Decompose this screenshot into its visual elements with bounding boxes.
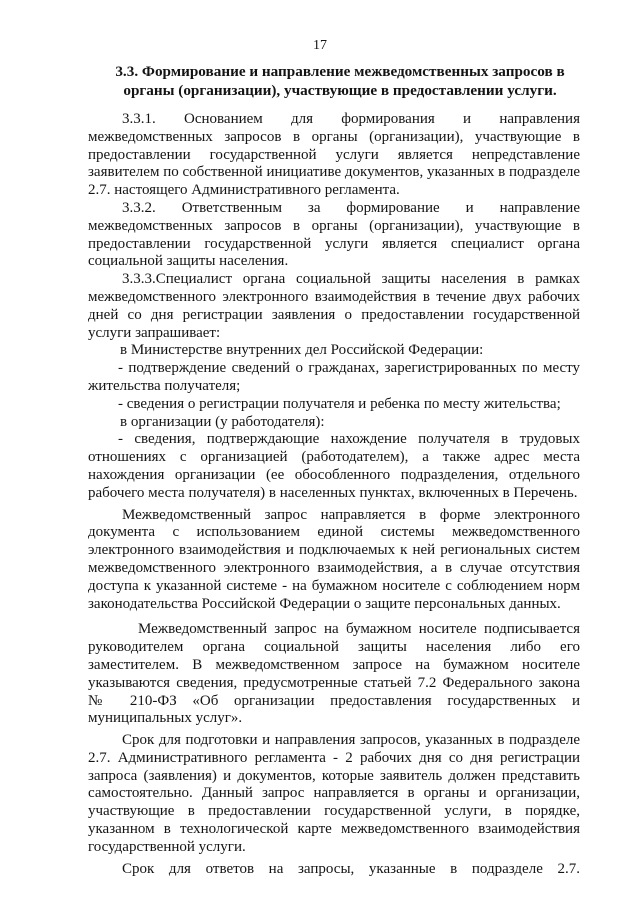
paragraph-request-deadline: Срок для подготовки и направления запросов, указанных в подразделе 2.7. Административного регламента - 2 рабочих дня со дня регистрации запроса (заявления) и документов, которые заявитель должен представить самостоятельно. Данный запрос направляется в органы и организации, участвующие в предоставлении государственной услуги, в порядке, указанном в технологической карте межведомственного взаимодействия государственной услуги. [88, 732, 580, 855]
list-item: - сведения, подтверждающие нахождение получателя в трудовых отношениях с организацией (работодателем), а также адрес места нахождения организации (ее обособленного подразделения, отдельного рабочего места получателя) в населенных пунктах, включенных в Перечень. [88, 431, 580, 501]
paragraph-3-3-2: 3.3.2. Ответственным за формирование и направление межведомственных запросов в органы (организации), участвующие в предоставлении государственной услуги является специалист органа социальной защиты населения. [88, 199, 580, 270]
paragraph-paper-request: Межведомственный запрос на бумажном носителе подписывается руководителем органа социальной защиты населения либо его заместителем. В межведомственном запросе на бумажном носителе указываются сведения, предусмотренные статьей 7.2 Федерального закона № 210-ФЗ «Об организации предоставления государственных и муниципальных услуг». [88, 621, 580, 727]
paragraph-mvd: в Министерстве внутренних дел Российской Федерации: [120, 342, 484, 359]
list-item: - подтверждение сведений о гражданах, зарегистрированных по месту жительства получателя; [88, 360, 580, 394]
document-body [88, 111, 580, 878]
section-heading: 3.3. Формирование и направление межведомственных запросов в органы (организации), участвующие в предоставлении услуги. [115, 63, 565, 99]
page-number: 17 [313, 38, 327, 53]
paragraph-3-3-3: 3.3.3.Специалист органа социальной защиты населения в рамках межведомственного электронного взаимодействия в течение двух рабочих дней со дня регистрации заявления о предоставлении государственной услуги запрашивает: [88, 271, 580, 341]
paragraph-response-deadline: Срок для ответов на запросы, указанные в подразделе 2.7. [122, 860, 580, 877]
list-item: - сведения о регистрации получателя и ребенка по месту жительства; [118, 395, 561, 412]
paragraph-employer: в организации (у работодателя): [120, 413, 325, 430]
paragraph-electronic-request: Межведомственный запрос направляется в форме электронного документа с использованием единой системы межведомственного электронного взаимодействия и подключаемых к ней региональных систем межведомственного электронного взаимодействия, а в случае отсутствия доступа к указанной системе - на бумажном носителе с соблюдением норм законодательства Российской Федерации о защите персональных данных. [88, 506, 580, 612]
paragraph-3-3-1: 3.3.1. Основанием для формирования и направления межведомственных запросов в органы (организации), участвующие в предоставлении государственной услуги является непредставление заявителем по собственной инициативе документов, указанных в подразделе 2.7. настоящего Административного регламента. [88, 111, 580, 199]
